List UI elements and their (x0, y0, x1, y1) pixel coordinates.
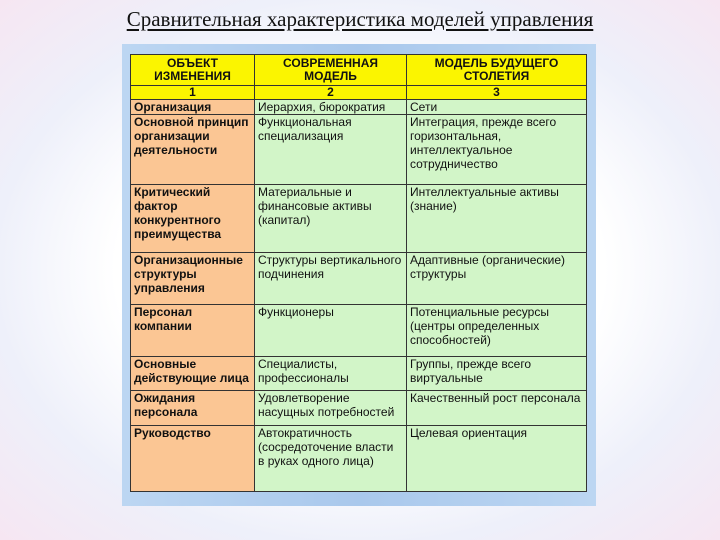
row-modern-cell: Удовлетворение насущных потребностей (255, 391, 407, 426)
row-modern-cell: Иерархия, бюрократия (255, 100, 407, 115)
row-modern-cell: Специалисты, профессионалы (255, 357, 407, 391)
row-object-cell: Организация (131, 100, 255, 115)
row-future-cell: Группы, прежде всего виртуальные (407, 357, 587, 391)
table-row (131, 185, 587, 253)
comparison-table (130, 54, 587, 492)
row-object-cell: Ожидания персонала (131, 391, 255, 426)
table-row (131, 357, 587, 391)
column-number-2: 2 (255, 86, 407, 100)
column-number-3: 3 (407, 86, 587, 100)
header-future-model: МОДЕЛЬ БУДУЩЕГО СТОЛЕТИЯ (407, 55, 587, 86)
row-modern-cell: Материальные и финансовые активы (капитал) (255, 185, 407, 253)
row-future-cell: Потенциальные ресурсы (центры определенных способностей) (407, 305, 587, 357)
table-row (131, 115, 587, 185)
page-title: Сравнительная характеристика моделей управления (126, 7, 594, 31)
row-future-cell: Интеграция, прежде всего горизонтальная, интеллектуальное сотрудничество (407, 115, 587, 185)
row-object-cell: Организационные структуры управления (131, 253, 255, 305)
row-object-cell: Руководство (131, 426, 255, 492)
table-row (131, 305, 587, 357)
header-modern-model: СОВРЕМЕННАЯ МОДЕЛЬ (255, 55, 407, 86)
row-future-cell: Интеллектуальные активы (знание) (407, 185, 587, 253)
header-number-row (131, 86, 587, 100)
row-future-cell: Сети (407, 100, 587, 115)
row-modern-cell: Функциональная специализация (255, 115, 407, 185)
column-number-1: 1 (131, 86, 255, 100)
row-modern-cell: Автократичность (сосредоточение власти в руках одного лица) (255, 426, 407, 492)
table-row (131, 253, 587, 305)
row-object-cell: Персонал компании (131, 305, 255, 357)
row-object-cell: Основные действующие лица (131, 357, 255, 391)
row-future-cell: Качественный рост персонала (407, 391, 587, 426)
table-row (131, 391, 587, 426)
row-future-cell: Целевая ориентация (407, 426, 587, 492)
table-row (131, 426, 587, 492)
row-future-cell: Адаптивные (органические) структуры (407, 253, 587, 305)
row-object-cell: Основной принцип организации деятельности (131, 115, 255, 185)
row-modern-cell: Функционеры (255, 305, 407, 357)
row-object-cell: Критический фактор конкурентного преимущества (131, 185, 255, 253)
header-row (131, 55, 587, 86)
header-object: ОБЪЕКТ ИЗМЕНЕНИЯ (131, 55, 255, 86)
table-row (131, 100, 587, 115)
row-modern-cell: Структуры вертикального подчинения (255, 253, 407, 305)
